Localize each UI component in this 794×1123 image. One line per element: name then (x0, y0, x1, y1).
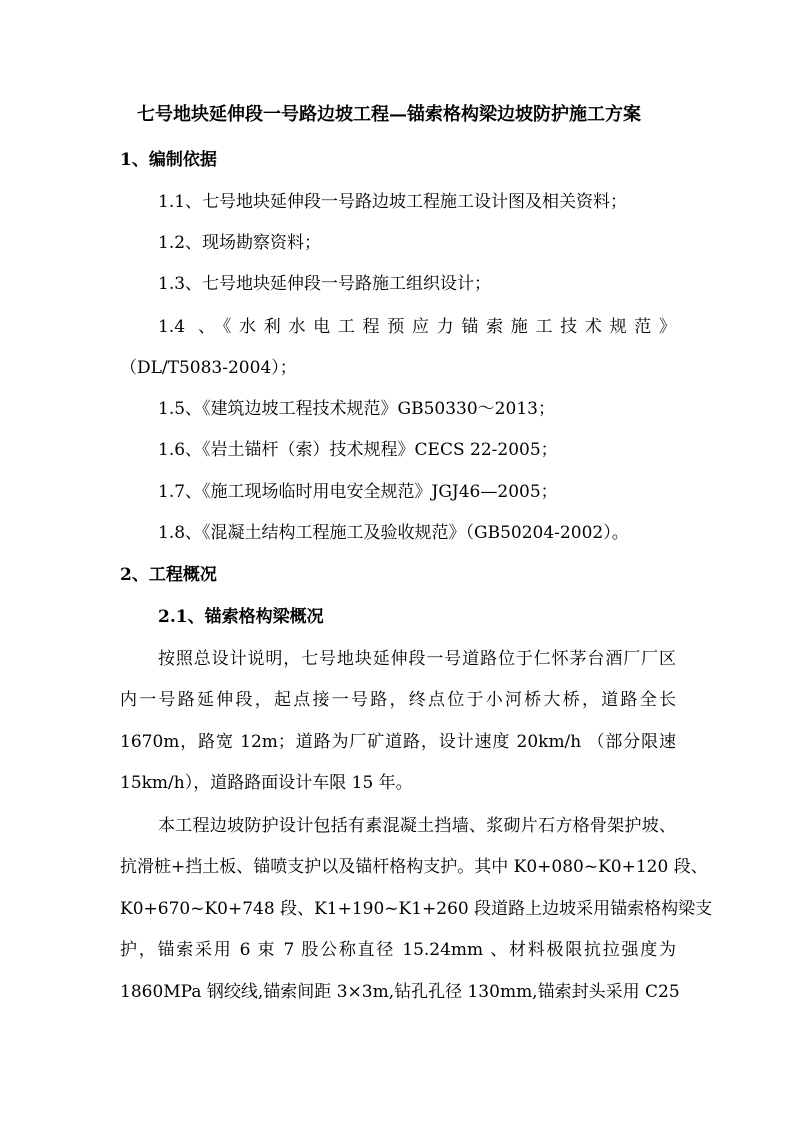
paragraph-line: 按照总设计说明，七号地块延伸段一号道路位于仁怀茅台酒厂厂区 (158, 649, 676, 669)
list-item: 1.2、现场勘察资料； (158, 233, 322, 253)
sub-heading: 2.1、锚索格构梁概况 (158, 607, 324, 627)
list-item: 1.7、《施工现场临时用电安全规范》JGJ46—2005； (158, 482, 558, 502)
paragraph-line: 内一号路延伸段，起点接一号路，终点位于小河桥大桥，道路全长 (120, 690, 676, 710)
document-title: 七号地块延伸段一号路边坡工程—锚索格构梁边坡防护施工方案 (137, 104, 641, 125)
paragraph-line: 15km/h），道路路面设计车限 15 年。 (120, 773, 413, 793)
list-item: 1.1、七号地块延伸段一号路边坡工程施工设计图及相关资料； (158, 192, 628, 212)
paragraph-line: 护，锚索采用 6 束 7 股公称直径 15.24mm 、材料极限抗拉强度为 (120, 940, 676, 960)
section-heading-1: 1、编制依据 (120, 150, 217, 170)
list-item: 1.5、《建筑边坡工程技术规范》GB50330～2013； (158, 399, 555, 419)
section-heading-2: 2、工程概况 (120, 565, 217, 585)
list-item-continuation: （DL/T5083-2004）； (120, 358, 297, 378)
paragraph-line: 抗滑桩+挡土板、锚喷支护以及锚杆格构支护。其中 K0+080~K0+120 段、 (120, 857, 708, 877)
paragraph-line: K0+670~K0+748 段、K1+190~K1+260 段道路上边坡采用锚索格构梁支 (120, 899, 713, 919)
list-item: 1.6、《岩土锚杆（索）技术规程》CECS 22-2005； (158, 440, 558, 460)
list-item: 1.8、《混凝土结构工程施工及验收规范》（GB50204-2002）。 (158, 523, 629, 543)
list-item: 1.3、七号地块延伸段一号路施工组织设计； (158, 274, 492, 294)
list-item: 1.4 、《水利水电工程预应力锚索施工技术规范》 (158, 317, 676, 337)
paragraph-line: 本工程边坡防护设计包括有素混凝土挡墙、浆砌片石方格骨架护坡、 (158, 816, 676, 836)
paragraph-line: 1670m，路宽 12m；道路为厂矿道路，设计速度 20km/h （部分限速 (120, 732, 676, 752)
paragraph-line: 1860MPa 钢绞线,锚索间距 3×3m,钻孔孔径 130mm,锚索封头采用 C25 (120, 982, 680, 1002)
